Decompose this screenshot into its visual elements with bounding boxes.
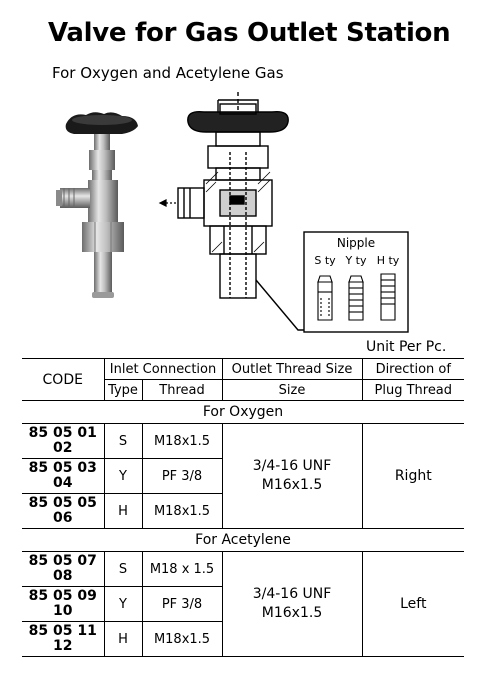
- thread-cell: PF 3/8: [142, 587, 222, 622]
- type-cell: H: [104, 494, 142, 529]
- direction-cell: Left: [362, 552, 464, 657]
- thread-cell: PF 3/8: [142, 459, 222, 494]
- header-thread: Thread: [142, 380, 222, 401]
- code-cell: 85 05 03 04: [22, 459, 104, 494]
- table-row: [22, 424, 464, 459]
- nipple-type-s-label: S ty: [314, 254, 336, 267]
- type-cell: H: [104, 622, 142, 657]
- page-subtitle: For Oxygen and Acetylene Gas: [52, 64, 284, 82]
- section-row-acetylene: [22, 529, 464, 552]
- thread-cell: M18 x 1.5: [142, 552, 222, 587]
- code-cell: 85 05 07 08: [22, 552, 104, 587]
- nipple-y-shape: [349, 276, 363, 320]
- valve-photo-image: [52, 110, 157, 300]
- unit-label: Unit Per Pc.: [366, 339, 447, 355]
- thread-cell: M18x1.5: [142, 424, 222, 459]
- nipple-s-shape: [318, 276, 332, 320]
- type-cell: Y: [104, 459, 142, 494]
- thread-cell: M18x1.5: [142, 622, 222, 657]
- type-cell: S: [104, 552, 142, 587]
- section-title: For Oxygen: [22, 401, 464, 424]
- section-row-oxygen: [22, 401, 464, 424]
- spec-table: [22, 358, 464, 657]
- table-header-row: [22, 359, 464, 380]
- header-direction-line1: Direction of: [362, 359, 464, 380]
- header-inlet-connection: Inlet Connection: [104, 359, 222, 380]
- nipple-type-y-label: Y ty: [345, 254, 367, 267]
- header-code: CODE: [22, 359, 104, 401]
- code-cell: 85 05 09 10: [22, 587, 104, 622]
- thread-cell: M18x1.5: [142, 494, 222, 529]
- outlet-size-cell: 3/4-16 UNF M16x1.5: [222, 424, 362, 529]
- section-title: For Acetylene: [22, 529, 464, 552]
- page-title: Valve for Gas Outlet Station: [48, 18, 451, 48]
- code-cell: 85 05 11 12: [22, 622, 104, 657]
- outlet-size-cell: 3/4-16 UNF M16x1.5: [222, 552, 362, 657]
- nipple-type-h-label: H ty: [376, 254, 400, 267]
- header-direction-line2: Plug Thread: [362, 380, 464, 401]
- code-cell: 85 05 05 06: [22, 494, 104, 529]
- header-outlet-size-line2: Size: [222, 380, 362, 401]
- header-outlet-size-line1: Outlet Thread Size: [222, 359, 362, 380]
- type-cell: Y: [104, 587, 142, 622]
- header-type: Type: [104, 380, 142, 401]
- table-row: [22, 552, 464, 587]
- nipple-h-shape: [381, 274, 395, 320]
- nipple-label: Nipple: [336, 236, 376, 250]
- code-cell: 85 05 01 02: [22, 424, 104, 459]
- direction-cell: Right: [362, 424, 464, 529]
- type-cell: S: [104, 424, 142, 459]
- valve-cross-section-diagram: [158, 92, 463, 337]
